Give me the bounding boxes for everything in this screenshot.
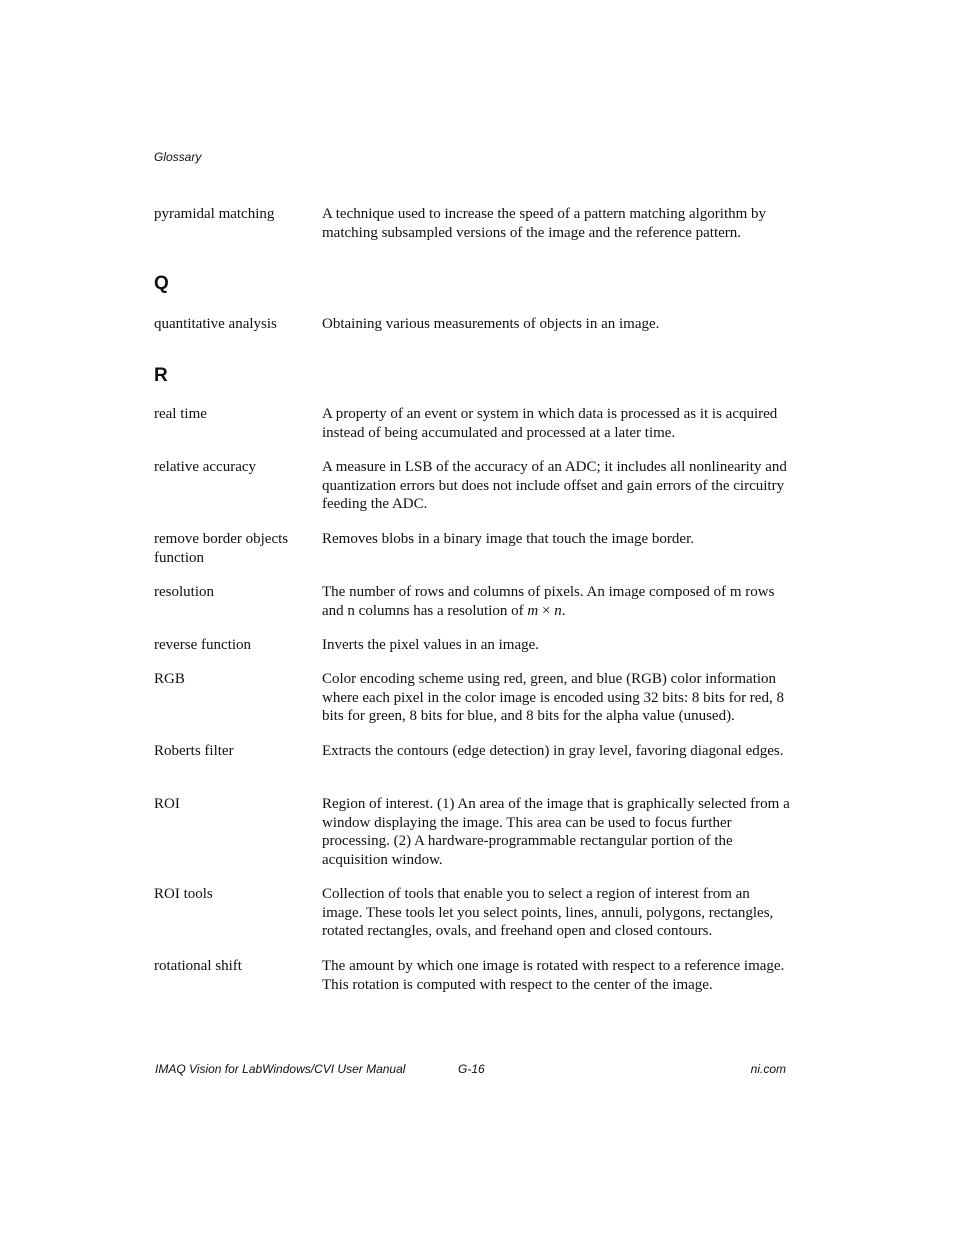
glossary-definition: A technique used to increase the speed of a pattern matching algorithm by matching subsampled versions of the image and the reference pattern. — [322, 206, 767, 241]
glossary-term: quantitative analysis — [154, 316, 277, 332]
glossary-term: real time — [154, 406, 207, 422]
glossary-definition: Color encoding scheme using red, green, and blue (RGB) color information where each pixel in the color image is encoded using 32 bits: 8 bits for red, 8 bits for green, 8 bits for blue, and 8 bits for the alpha value (unused). — [322, 671, 784, 724]
footer-page-number: G-16 — [458, 1062, 485, 1076]
glossary-definition: A measure in LSB of the accuracy of an ADC; it includes all nonlinearity and quantization errors but does not include offset and gain errors of the circuitry feeding the ADC. — [322, 459, 787, 512]
section-letter-q: Q — [154, 273, 169, 294]
glossary-term: RGB — [154, 671, 185, 687]
definition-text-end: . — [561, 602, 566, 619]
glossary-term: resolution — [154, 584, 214, 600]
glossary-term: ROI — [154, 796, 180, 812]
glossary-term: ROI tools — [154, 886, 213, 902]
glossary-definition — [322, 583, 792, 620]
glossary-definition: Inverts the pixel values in an image. — [322, 637, 540, 653]
formula-times-symbol: × — [538, 602, 555, 619]
glossary-term: relative accuracy — [154, 459, 257, 475]
glossary-definition: Collection of tools that enable you to select a region of interest from an image. These tools let you select points, lines, annuli, polygons, rectangles, rotated rectangles, ovals, and freehand open and closed contours. — [322, 886, 774, 939]
glossary-definition: The amount by which one image is rotated with respect to a reference image. This rotation is computed with respect to the center of the image. — [322, 958, 785, 993]
glossary-definition: Region of interest. (1) An area of the image that is graphically selected from a window displaying the image. This area can be used to focus further processing. (2) A hardware-programmable rectangular portion of the acquisition window. — [322, 796, 790, 868]
glossary-term: Roberts filter — [154, 743, 234, 759]
glossary-term: remove border objects function — [154, 531, 289, 566]
footer-url: ni.com — [750, 1062, 786, 1076]
glossary-term: rotational shift — [154, 958, 242, 974]
definition-text: The number of rows and columns of pixels. An image composed of m rows and n columns has a resolution of — [322, 584, 775, 619]
glossary-term: pyramidal matching — [154, 206, 275, 222]
glossary-term: reverse function — [154, 637, 252, 653]
glossary-definition: Extracts the contours (edge detection) in gray level, favoring diagonal edges. — [322, 743, 784, 759]
formula-variable-m: m — [527, 602, 539, 619]
glossary-definition: A property of an event or system in which data is processed as it is acquired instead of being accumulated and processed at a later time. — [322, 406, 778, 441]
formula-variable-n: n — [554, 602, 562, 619]
section-letter-r: R — [154, 365, 168, 386]
running-header: Glossary — [154, 150, 202, 164]
footer-manual-title: IMAQ Vision for LabWindows/CVI User Manual — [155, 1062, 406, 1076]
glossary-definition: Obtaining various measurements of objects in an image. — [322, 316, 660, 332]
glossary-definition: Removes blobs in a binary image that touch the image border. — [322, 531, 694, 547]
